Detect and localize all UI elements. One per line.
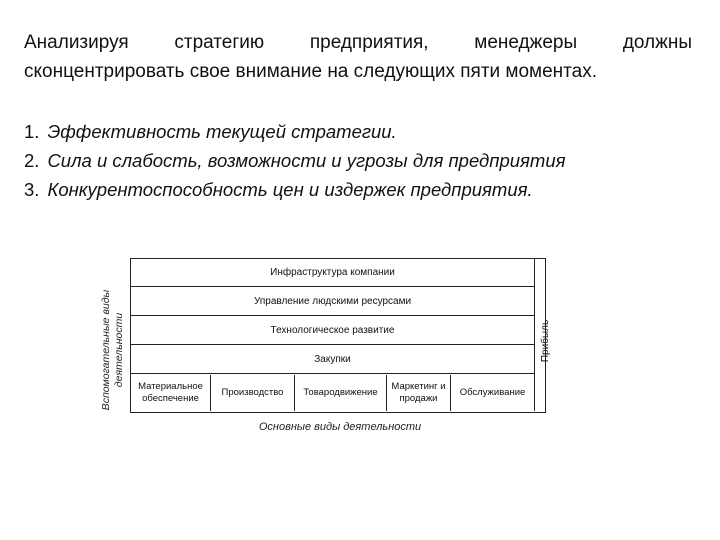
primary-cell-logistics: Материальное обеспечение xyxy=(131,375,211,411)
value-chain-diagram xyxy=(90,255,565,440)
list-item xyxy=(24,117,704,146)
list-number: 1. xyxy=(24,121,40,142)
primary-cell-production: Производство xyxy=(211,375,295,411)
key-points-list xyxy=(24,117,704,204)
list-number: 3. xyxy=(24,179,40,200)
primary-activities-row xyxy=(131,375,534,411)
list-text: Сила и слабость, возможности и угрозы для предприятия xyxy=(47,150,566,171)
list-text: Эффективность текущей стратегии. xyxy=(47,121,397,142)
list-text: Конкурентоспособность цен и издержек предприятия. xyxy=(47,179,533,200)
primary-cell-distribution: Товародвижение xyxy=(295,375,387,411)
support-activities-label: Вспомогательные виды деятельности xyxy=(100,289,125,411)
primary-cell-service: Обслуживание xyxy=(459,387,526,398)
list-item xyxy=(24,146,704,175)
support-row-infrastructure: Инфраструктура компании xyxy=(131,259,534,287)
support-row-procurement: Закупки xyxy=(131,346,534,374)
intro-paragraph: Анализируя стратегию предприятия, менеджеры должны сконцентрировать свое внимание на следующих пяти моментах. xyxy=(24,32,692,82)
primary-cell-marketing: Маркетинг и продажи xyxy=(387,375,451,411)
list-item xyxy=(24,175,704,204)
profit-label: Прибыль xyxy=(539,319,551,363)
support-row-hr: Управление людскими ресурсами xyxy=(131,288,534,316)
list-number: 2. xyxy=(24,150,40,171)
support-row-technology: Технологическое развитие xyxy=(131,317,534,345)
value-chain-frame xyxy=(130,258,546,413)
primary-activities-label: Основные виды деятельности xyxy=(258,421,422,433)
